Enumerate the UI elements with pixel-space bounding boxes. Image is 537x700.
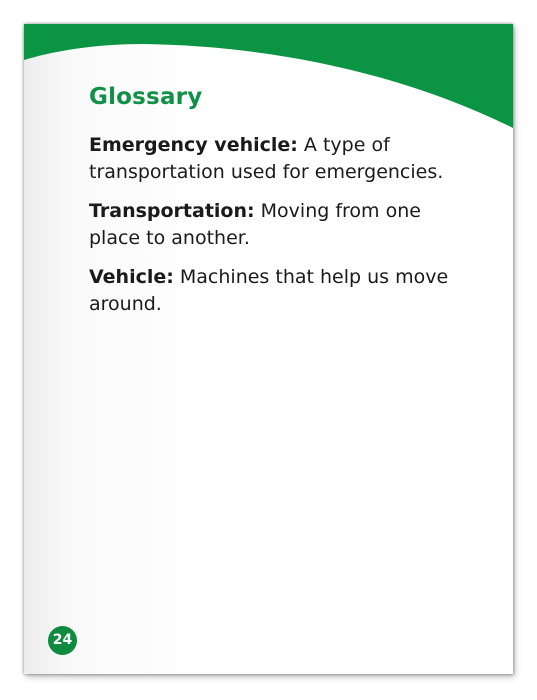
glossary-list [89,132,449,330]
glossary-definition: Machines that help us move around. [89,266,449,315]
green-wave-banner [24,24,513,134]
glossary-entry-transportation [89,198,449,252]
glossary-term: Emergency vehicle: [89,134,298,156]
glossary-entry-vehicle [89,264,449,318]
glossary-definition: A type of transportation used for emergencies. [89,134,444,183]
glossary-term: Transportation: [89,200,255,222]
glossary-entry-emergency-vehicle [89,132,449,186]
glossary-title: Glossary [89,84,203,110]
book-page [24,24,513,674]
glossary-term: Vehicle: [89,266,174,288]
glossary-definition: Moving from one place to another. [89,200,421,249]
page-number-badge: 24 [48,626,77,655]
